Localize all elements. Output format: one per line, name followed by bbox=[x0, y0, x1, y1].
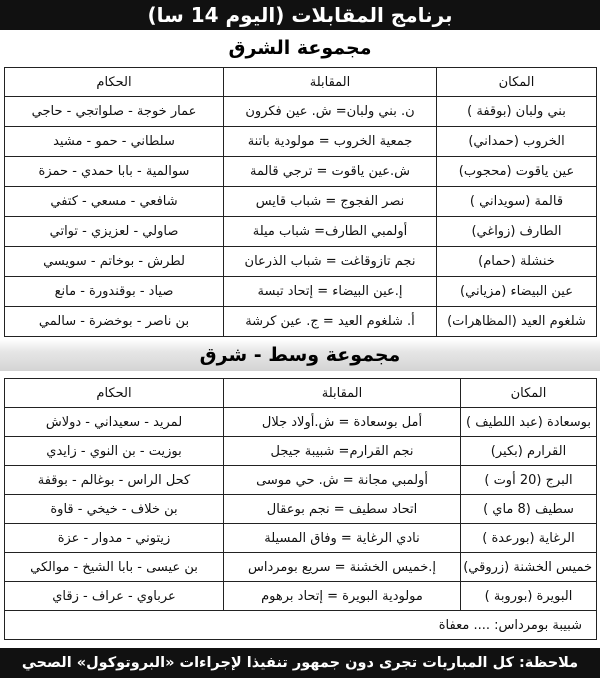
referees-header: الحكام bbox=[5, 68, 224, 97]
table-row bbox=[5, 408, 597, 437]
table-row bbox=[5, 553, 597, 582]
table-row bbox=[5, 277, 597, 307]
referees-cell: لمريد - سعيداني - دولاش bbox=[5, 408, 224, 437]
table-row bbox=[5, 495, 597, 524]
group-east-title: مجموعة الشرق bbox=[228, 37, 372, 59]
exempt-note-row bbox=[5, 611, 597, 640]
group-center-east-title: مجموعة وسط - شرق bbox=[0, 339, 600, 371]
page-title: برنامج المقابلات (اليوم 14 سا) bbox=[0, 0, 600, 30]
referees-cell: عرباوي - عراف - زقاي bbox=[5, 582, 224, 611]
referees-cell: لطرش - بوخاتم - سويسي bbox=[5, 247, 224, 277]
venue-cell: القرارم (بكير) bbox=[461, 437, 597, 466]
match-cell: ن. بني ولبان= ش. عين فكرون bbox=[224, 97, 437, 127]
referees-cell: سلطاني - حمو - مشيد bbox=[5, 127, 224, 157]
table-row bbox=[5, 97, 597, 127]
match-cell: أولمبي مجانة = ش. حي موسى bbox=[224, 466, 461, 495]
venue-cell: سطيف (8 ماي ) bbox=[461, 495, 597, 524]
venue-cell: بوسعادة (عبد اللطيف ) bbox=[461, 408, 597, 437]
referees-cell: شافعي - مسعي - كتفي bbox=[5, 187, 224, 217]
match-cell: نادي الرغاية = وفاق المسيلة bbox=[224, 524, 461, 553]
table-row bbox=[5, 582, 597, 611]
venue-header: المكان bbox=[437, 68, 597, 97]
venue-cell: البويرة (بوروبة ) bbox=[461, 582, 597, 611]
table-row bbox=[5, 247, 597, 277]
table-row bbox=[5, 127, 597, 157]
venue-cell: قالمة (سويداني ) bbox=[437, 187, 597, 217]
venue-cell: بني ولبان (بوقفة ) bbox=[437, 97, 597, 127]
referees-cell: بن ناصر - بوخضرة - سالمي bbox=[5, 307, 224, 337]
table-row bbox=[5, 466, 597, 495]
footer-note: ملاحظة: كل المباريات تجرى دون جمهور تنفيذا لإجراءات «البروتوكول» الصحي bbox=[0, 648, 600, 678]
match-cell: إ.خميس الخشنة = سريع بومرداس bbox=[224, 553, 461, 582]
referees-cell: زيتوني - مدوار - عزة bbox=[5, 524, 224, 553]
venue-cell: الرغاية (بورعدة ) bbox=[461, 524, 597, 553]
venue-cell: الخروب (حمداني) bbox=[437, 127, 597, 157]
exempt-note: شبيبة بومرداس: .... معفاة bbox=[5, 611, 597, 640]
referees-cell: سوالمية - بابا حمدي - حمزة bbox=[5, 157, 224, 187]
referees-cell: عمار خوجة - صلواتجي - حاجي bbox=[5, 97, 224, 127]
table-header-row bbox=[5, 379, 597, 408]
venue-cell: خميس الخشنة (زروقي) bbox=[461, 553, 597, 582]
match-cell: نجم تازوقاغت = شباب الذرعان bbox=[224, 247, 437, 277]
venue-cell: شلغوم العيد (المظاهرات) bbox=[437, 307, 597, 337]
venue-cell: الطارف (زواغي) bbox=[437, 217, 597, 247]
match-cell: مولودية البويرة = إتحاد برهوم bbox=[224, 582, 461, 611]
match-cell: إ.عين البيضاء = إتحاد تبسة bbox=[224, 277, 437, 307]
table-row bbox=[5, 524, 597, 553]
match-cell: نجم القرارم= شبيبة جيجل bbox=[224, 437, 461, 466]
venue-cell: عين البيضاء (مزياني) bbox=[437, 277, 597, 307]
match-cell: نصر الفجوج = شباب قايس bbox=[224, 187, 437, 217]
table-row bbox=[5, 307, 597, 337]
venue-cell: خنشلة (حمام) bbox=[437, 247, 597, 277]
match-cell: أ. شلغوم العيد = ج. عين كرشة bbox=[224, 307, 437, 337]
table-row bbox=[5, 187, 597, 217]
referees-cell: صياد - بوقندورة - مانع bbox=[5, 277, 224, 307]
referees-cell: بن خلاف - خيخي - قاوة bbox=[5, 495, 224, 524]
match-cell: جمعية الخروب = مولودية باتنة bbox=[224, 127, 437, 157]
referees-header: الحكام bbox=[5, 379, 224, 408]
referees-cell: بن عيسى - بابا الشيخ - موالكي bbox=[5, 553, 224, 582]
venue-cell: عين ياقوت (محجوب) bbox=[437, 157, 597, 187]
match-cell: أمل بوسعادة = ش.أولاد جلال bbox=[224, 408, 461, 437]
match-cell: اتحاد سطيف = نجم بوعقال bbox=[224, 495, 461, 524]
table-header-row bbox=[5, 68, 597, 97]
match-header: المقابلة bbox=[224, 68, 437, 97]
table-row bbox=[5, 217, 597, 247]
table-row bbox=[5, 157, 597, 187]
venue-cell: البرج (20 أوت ) bbox=[461, 466, 597, 495]
referees-cell: بوزيت - بن النوي - زايدي bbox=[5, 437, 224, 466]
match-cell: ش.عين ياقوت = ترجي قالمة bbox=[224, 157, 437, 187]
referees-cell: كحل الراس - بوغالم - بوقفة bbox=[5, 466, 224, 495]
group-center-east-table bbox=[4, 378, 597, 640]
table-row bbox=[5, 437, 597, 466]
referees-cell: صاولي - لعزيزي - تواتي bbox=[5, 217, 224, 247]
venue-header: المكان bbox=[461, 379, 597, 408]
group-east-table bbox=[4, 67, 597, 337]
match-cell: أولمبي الطارف= شباب ميلة bbox=[224, 217, 437, 247]
match-header: المقابلة bbox=[224, 379, 461, 408]
